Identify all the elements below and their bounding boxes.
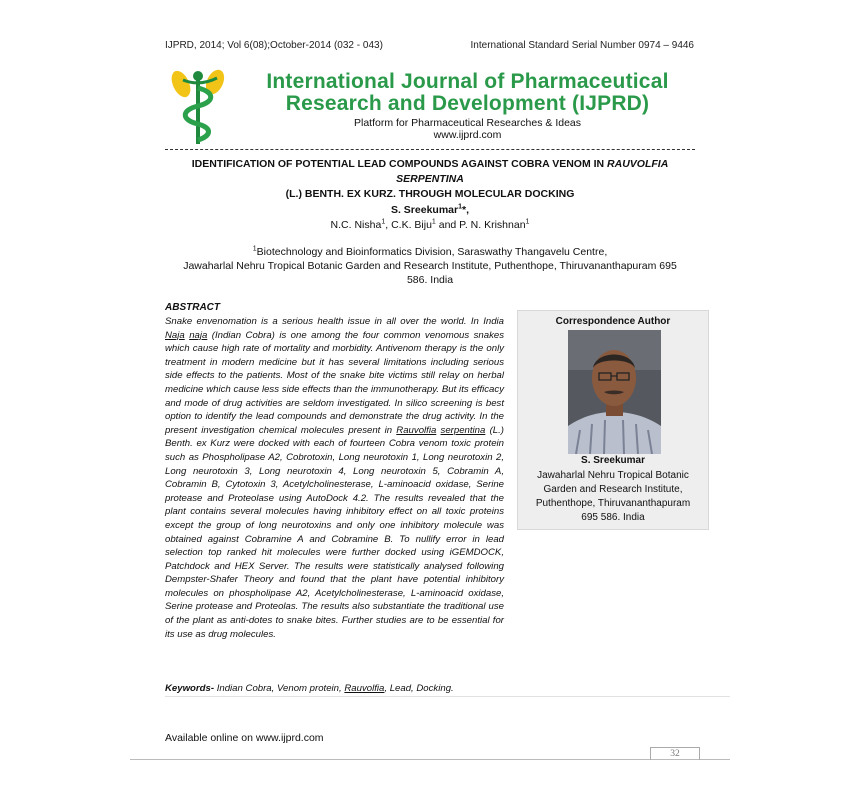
author-2-sup: 1 [381,218,386,226]
keywords [165,683,505,694]
header-issn: International Standard Serial Number 0974 – 9446 [470,40,694,51]
author-3-sup: 1 [431,218,436,226]
keywords-label: Keywords- [165,683,215,694]
journal-url: www.ijprd.com [433,129,502,141]
affiliation-line2: Jawaharlal Nehru Tropical Botanic Garden and Research Institute, Puthenthope, Thiruvananthapuram 695 [183,260,677,272]
available-online: Available online on www.ijprd.com [165,732,324,744]
keywords-text-2: , Lead, Docking. [384,683,454,694]
keywords-rauvolfia: Rauvolfia [344,683,385,694]
affiliation-line1: Biotechnology and Bioinformatics Division, Saraswathy Thangavelu Centre, [256,246,608,258]
correspondence-box [517,310,709,530]
author-main-sup: 1 [458,203,462,211]
header-citation: IJPRD, 2014; Vol 6(08);October-2014 (032 - 043) [165,40,383,51]
abstract-text-2: (Indian Cobra) is one among the four common venomous snakes which cause high rate of mortality and morbidity. Antivenom therapy is the only treatment in modern medicine but it has several limitations including serious side effects to the patients. Most of the snake bite victims still relay on herbal medicine which cause less side effects than the immunotherapy. But its efficacy and mode of drug activities are seldom investigated. In silico screening is best option to identify the lead compounds and demonstrate the drug activity. In the present investigation chemical molecules present in [165,329,504,436]
keywords-divider [165,696,730,697]
author-2: N.C. Nisha [330,219,382,231]
correspondence-aff-line1: Jawaharlal Nehru Tropical Botanic [537,470,689,481]
affiliation-line3: 586. India [406,274,454,286]
footer-rule [130,759,730,760]
author-portrait-icon [568,330,661,454]
journal-tagline: Platform for Pharmaceutical Researches & Ideas [353,117,582,129]
author-main-suffix: *, [462,204,470,216]
correspondence-affiliation [518,469,708,525]
caduceus-logo-icon [165,68,235,146]
paper-title [165,157,695,202]
abstract-heading: ABSTRACT [165,302,220,313]
page-number: 32 [650,747,700,760]
author-4: and P. N. Krishnan [438,219,526,231]
title-species: RAUVOLFIA SERPENTINA [396,158,669,185]
author-photo [568,330,661,454]
author-3: C.K. Biju [391,219,432,231]
header-dashed-rule [165,149,695,150]
keywords-text-1: Indian Cobra, Venom protein, [214,683,345,694]
author-4-sup: 1 [525,218,530,226]
affiliation [165,245,695,287]
correspondence-heading: Correspondence Author [555,316,671,327]
journal-banner [165,68,695,146]
title-part1: IDENTIFICATION OF POTENTIAL LEAD COMPOUNDS AGAINST COBRA VENOM IN [191,158,608,170]
title-part2: (L.) BENTH. EX KURZ. THROUGH MOLECULAR DOCKING [285,188,575,200]
author-list: S. Sreekumar$^1$*, N.C. Nisha$^1$, C.K. Biju$^1$ and P. N. Krishnan$^1$ [330,203,530,231]
correspondence-name: S. Sreekumar [581,455,645,466]
abstract-naja-species: naja [189,329,208,341]
abstract-rauvolfia-species: serpentina [440,424,486,436]
abstract-naja-genus: Naja [165,329,185,341]
abstract-text-3: (L.) Benth. ex Kurz were docked with each of fourteen Cobra venom toxic protein such as Phospholipase A2, Cobrotoxin, Long neurotoxin 1, Long neurotoxin 2, Long neurotoxin 3, Long neurotoxin 4, Long neurotoxin 5, Cobramin A, Cobramin B, Cytotoxin 3, Acetylcholinesterase, L-aminoacid oxidase, Serine protease and Proteolase using AutoDock 4.2. The results revealed that the plant contains several molecules having inhibitory effect on all toxic proteins except the group of long neurotoxins and only one inhibitory molecule was obtained against Cobramine A and Cobramine B. To nullify error in lead selection top ranked hit molecules were further docked using iGEMDOCK, Patchdock and HEX Server. The results were statistically analysed following Dempster-Shafer Theory and found that the plant have potential inhibitory molecules on phospholipase A2, Acetylcholinesterase, L-aminoacid oxidase, Serine protease and Proteolas. The results also substantiate the traditional use of the plant as anti-dotes to snake bites. Further studies are to be essential for its use as drug molecules. [165,424,504,640]
abstract-body [165,315,504,641]
journal-title-line1: International Journal of Pharmaceutical [266,70,669,93]
affiliation-sup: 1 [252,245,257,253]
author-main: S. Sreekumar [390,204,459,216]
correspondence-aff-line2: Garden and Research Institute, [543,484,683,495]
abstract-text-1: Snake envenomation is a serious health issue in all over the world. In India [165,316,504,327]
journal-title-line2: Research and Development (IJPRD) [285,92,650,115]
correspondence-aff-line4: 695 586. India [581,512,645,523]
correspondence-aff-line3: Puthenthope, Thiruvananthapuram [535,498,691,509]
abstract-rauvolfia-genus: Rauvolfia [396,424,437,436]
